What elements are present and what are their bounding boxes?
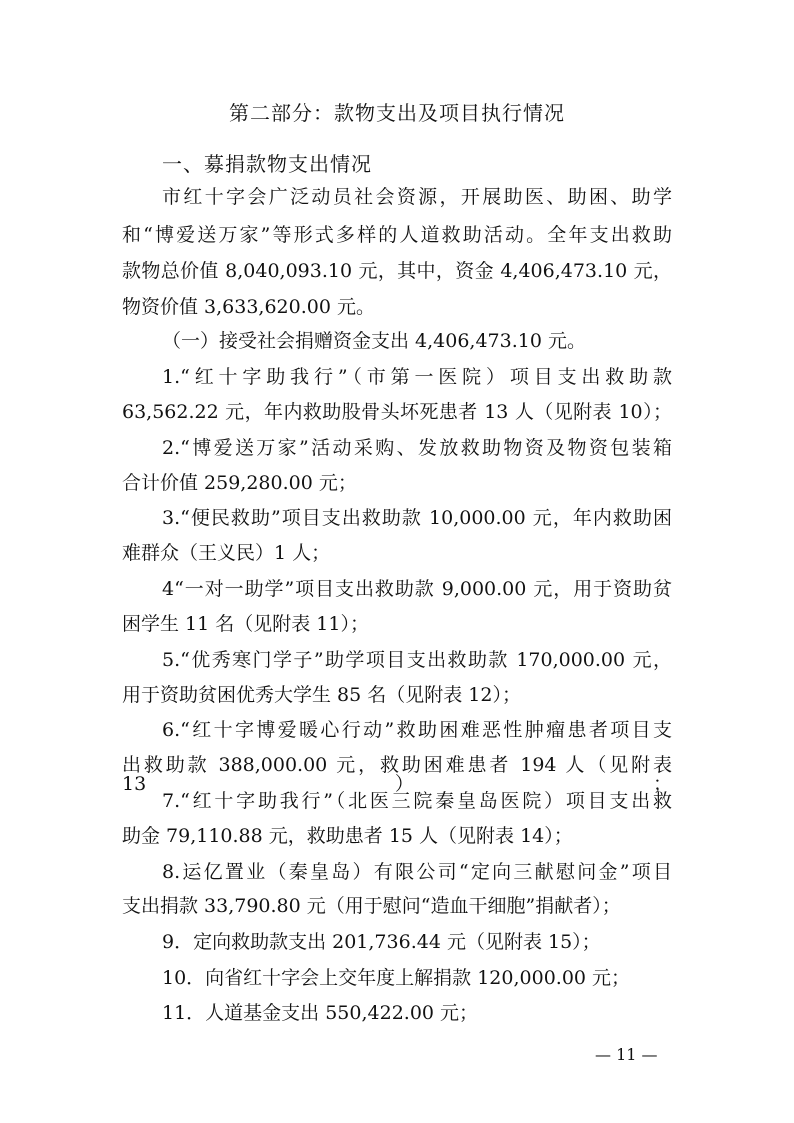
item-11: 11．人道基金支出 550,422.00 元；	[162, 1002, 479, 1024]
item-4-line-2: 困学生 11 名（见附表 11）；	[122, 613, 369, 635]
item-3-line-1: 3.“便民救助”项目支出救助款 10,000.00 元，年内救助困	[162, 507, 672, 529]
page-number: — 11 —	[595, 1045, 658, 1064]
subheading-1: （一）接受社会捐赠资金支出 4,406,473.10 元。	[162, 330, 586, 352]
intro-line-3: 款物总价值 8,040,093.10 元，其中，资金 4,406,473.10 元，	[122, 260, 672, 282]
item-1-line-2: 63,562.22 元，年内救助股骨头坏死患者 13 人（见附表 10）；	[122, 401, 672, 423]
item-1-line-1: 1.“红十字助我行”（市第一医院）项目支出救助款	[162, 366, 672, 388]
intro-line-4: 物资价值 3,633,620.00 元。	[122, 296, 375, 318]
item-8-line-2: 支出捐款 33,790.80 元（用于慰问“造血干细胞”捐献者）；	[122, 895, 621, 917]
item-8-line-1: 8.运亿置业（秦皇岛）有限公司“定向三献慰问金”项目	[162, 861, 672, 883]
intro-line-2: 和“博爱送万家”等形式多样的人道救助活动。全年支出救助	[122, 224, 672, 246]
item-6-line-2: 出救助款 388,000.00 元，救助困难患者 194 人（见附表 13）；	[122, 754, 672, 795]
item-10: 10．向省红十字会上交年度上解捐款 120,000.00 元；	[162, 967, 631, 989]
item-6-line-1: 6.“红十字博爱暖心行动”救助困难恶性肿瘤患者项目支	[162, 719, 672, 741]
item-7-line-1: 7.“红十字助我行”（北医三院秦皇岛医院）项目支出救	[162, 790, 672, 812]
item-2-line-2: 合计价值 259,280.00 元；	[122, 472, 357, 494]
item-3-line-2: 难群众（王义民）1 人；	[122, 542, 331, 564]
part-title: 第二部分：款物支出及项目执行情况	[229, 101, 565, 125]
item-5-line-1: 5.“优秀寒门学子”助学项目支出救助款 170,000.00 元，	[162, 649, 672, 671]
item-5-line-2: 用于资助贫困优秀大学生 85 名（见附表 12）；	[122, 684, 521, 706]
item-9: 9．定向救助款支出 201,736.44 元（见附表 15）；	[162, 931, 601, 953]
item-4-line-1: 4“一对一助学”项目支出救助款 9,000.00 元，用于资助贫	[162, 578, 672, 600]
item-7-line-2: 助金 79,110.88 元，救助患者 15 人（见附表 14）；	[122, 825, 573, 847]
item-2-line-1: 2.“博爱送万家”活动采购、发放救助物资及物资包装箱	[162, 437, 672, 459]
intro-line-1: 市红十字会广泛动员社会资源，开展助医、助困、助学	[162, 186, 672, 208]
section-heading: 一、募捐款物支出情况	[162, 152, 372, 176]
